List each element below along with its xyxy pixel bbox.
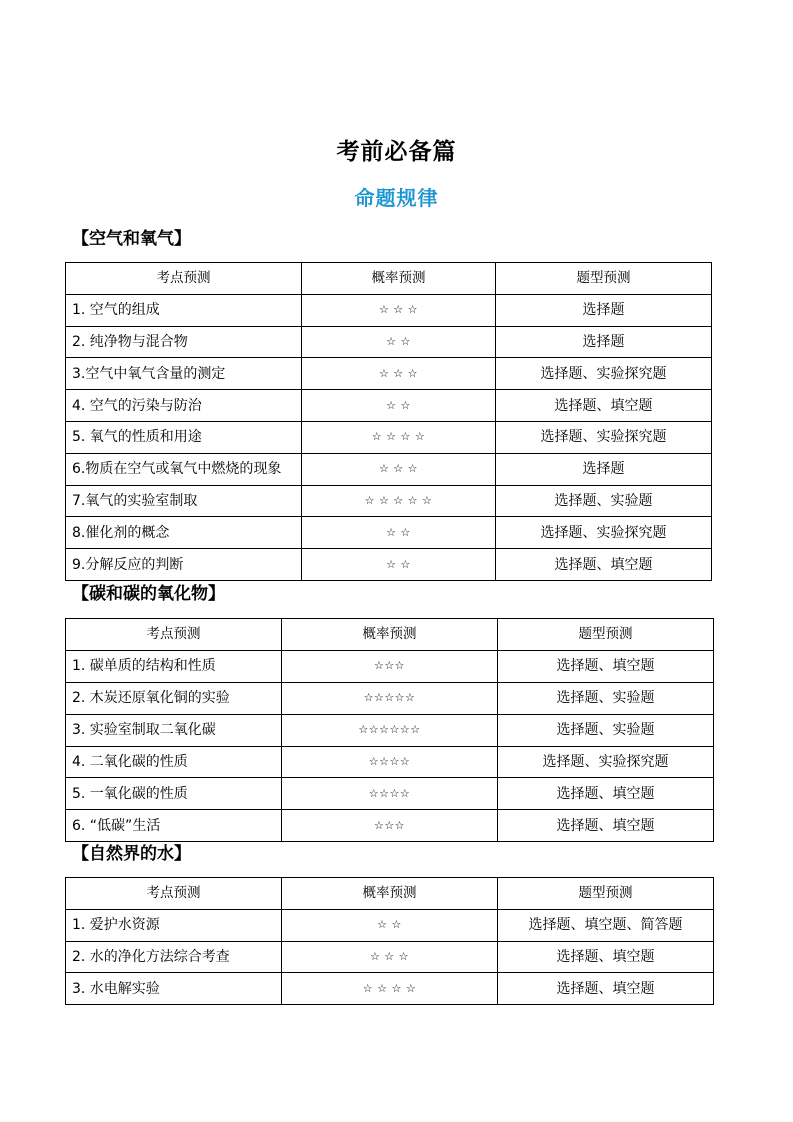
table-row bbox=[66, 778, 714, 810]
question-type-cell: 选择题、填空题 bbox=[498, 810, 714, 842]
table-row bbox=[66, 358, 712, 390]
topic-cell: 8.催化剂的概念 bbox=[66, 517, 302, 549]
probability-stars-cell: ☆☆☆ bbox=[282, 650, 498, 682]
probability-stars-cell: ☆ ☆ bbox=[282, 909, 498, 941]
table-row bbox=[66, 453, 712, 485]
table-carbon-oxides bbox=[65, 618, 714, 842]
table-row bbox=[66, 517, 712, 549]
table-row bbox=[66, 746, 714, 778]
topic-cell: 5. 氧气的性质和用途 bbox=[66, 421, 302, 453]
question-type-cell: 选择题、填空题 bbox=[498, 973, 714, 1005]
probability-stars-cell: ☆☆☆☆ bbox=[282, 778, 498, 810]
topic-cell: 1. 爱护水资源 bbox=[66, 909, 282, 941]
question-type-cell: 选择题 bbox=[496, 294, 712, 326]
page-title: 考前必备篇 bbox=[336, 139, 457, 165]
topic-cell: 7.氧气的实验室制取 bbox=[66, 485, 302, 517]
table-row bbox=[66, 909, 714, 941]
header-probability: 概率预测 bbox=[282, 878, 498, 910]
topic-cell: 1. 碳单质的结构和性质 bbox=[66, 650, 282, 682]
question-type-cell: 选择题、实验题 bbox=[496, 485, 712, 517]
topic-cell: 6.物质在空气或氧气中燃烧的现象 bbox=[66, 453, 302, 485]
header-topic: 考点预测 bbox=[66, 619, 282, 651]
header-topic: 考点预测 bbox=[66, 878, 282, 910]
header-probability: 概率预测 bbox=[282, 619, 498, 651]
question-type-cell: 选择题 bbox=[496, 326, 712, 358]
question-type-cell: 选择题、填空题 bbox=[498, 650, 714, 682]
table-row bbox=[66, 650, 714, 682]
section-heading-natural-water: 【自然界的水】 bbox=[72, 844, 191, 864]
topic-cell: 5. 一氧化碳的性质 bbox=[66, 778, 282, 810]
topic-cell: 2. 纯净物与混合物 bbox=[66, 326, 302, 358]
table-header-row bbox=[66, 263, 712, 295]
question-type-cell: 选择题 bbox=[496, 453, 712, 485]
topic-cell: 2. 木炭还原氧化铜的实验 bbox=[66, 682, 282, 714]
question-type-cell: 选择题、实验探究题 bbox=[496, 421, 712, 453]
table-row bbox=[66, 390, 712, 422]
table-row bbox=[66, 941, 714, 973]
probability-stars-cell: ☆ ☆ bbox=[302, 326, 496, 358]
probability-stars-cell: ☆☆☆☆ bbox=[282, 746, 498, 778]
table-row bbox=[66, 682, 714, 714]
topic-cell: 9.分解反应的判断 bbox=[66, 549, 302, 581]
header-question-type: 题型预测 bbox=[496, 263, 712, 295]
topic-cell: 3.空气中氧气含量的测定 bbox=[66, 358, 302, 390]
topic-cell: 4. 二氧化碳的性质 bbox=[66, 746, 282, 778]
probability-stars-cell: ☆ ☆ ☆ ☆ bbox=[282, 973, 498, 1005]
probability-stars-cell: ☆☆☆☆☆ bbox=[282, 682, 498, 714]
question-type-cell: 选择题、实验探究题 bbox=[496, 358, 712, 390]
header-question-type: 题型预测 bbox=[498, 619, 714, 651]
probability-stars-cell: ☆ ☆ ☆ ☆ ☆ bbox=[302, 485, 496, 517]
question-type-cell: 选择题、实验探究题 bbox=[498, 746, 714, 778]
probability-stars-cell: ☆ ☆ bbox=[302, 390, 496, 422]
question-type-cell: 选择题、实验探究题 bbox=[496, 517, 712, 549]
table-row bbox=[66, 810, 714, 842]
table-natural-water bbox=[65, 877, 714, 1005]
question-type-cell: 选择题、填空题 bbox=[496, 549, 712, 581]
topic-cell: 3. 水电解实验 bbox=[66, 973, 282, 1005]
probability-stars-cell: ☆ ☆ ☆ bbox=[302, 358, 496, 390]
header-probability: 概率预测 bbox=[302, 263, 496, 295]
table-air-oxygen bbox=[65, 262, 712, 581]
table-row bbox=[66, 326, 712, 358]
topic-cell: 2. 水的净化方法综合考查 bbox=[66, 941, 282, 973]
topic-cell: 6. “低碳”生活 bbox=[66, 810, 282, 842]
question-type-cell: 选择题、填空题、简答题 bbox=[498, 909, 714, 941]
table-row bbox=[66, 421, 712, 453]
table-row bbox=[66, 714, 714, 746]
table-row bbox=[66, 294, 712, 326]
section-heading-carbon-oxides: 【碳和碳的氧化物】 bbox=[72, 584, 225, 604]
probability-stars-cell: ☆☆☆ bbox=[282, 810, 498, 842]
question-type-cell: 选择题、填空题 bbox=[498, 941, 714, 973]
probability-stars-cell: ☆ ☆ bbox=[302, 517, 496, 549]
question-type-cell: 选择题、填空题 bbox=[496, 390, 712, 422]
topic-cell: 1. 空气的组成 bbox=[66, 294, 302, 326]
table-row bbox=[66, 485, 712, 517]
table-row bbox=[66, 973, 714, 1005]
table-header-row bbox=[66, 619, 714, 651]
page-subtitle: 命题规律 bbox=[354, 186, 439, 210]
topic-cell: 4. 空气的污染与防治 bbox=[66, 390, 302, 422]
section-heading-air-oxygen: 【空气和氧气】 bbox=[72, 229, 191, 249]
probability-stars-cell: ☆ ☆ bbox=[302, 549, 496, 581]
probability-stars-cell: ☆ ☆ ☆ bbox=[282, 941, 498, 973]
header-question-type: 题型预测 bbox=[498, 878, 714, 910]
header-topic: 考点预测 bbox=[66, 263, 302, 295]
probability-stars-cell: ☆ ☆ ☆ bbox=[302, 294, 496, 326]
question-type-cell: 选择题、实验题 bbox=[498, 714, 714, 746]
table-row bbox=[66, 549, 712, 581]
probability-stars-cell: ☆ ☆ ☆ ☆ bbox=[302, 421, 496, 453]
question-type-cell: 选择题、实验题 bbox=[498, 682, 714, 714]
probability-stars-cell: ☆☆☆☆☆☆ bbox=[282, 714, 498, 746]
probability-stars-cell: ☆ ☆ ☆ bbox=[302, 453, 496, 485]
topic-cell: 3. 实验室制取二氧化碳 bbox=[66, 714, 282, 746]
question-type-cell: 选择题、填空题 bbox=[498, 778, 714, 810]
table-header-row bbox=[66, 878, 714, 910]
